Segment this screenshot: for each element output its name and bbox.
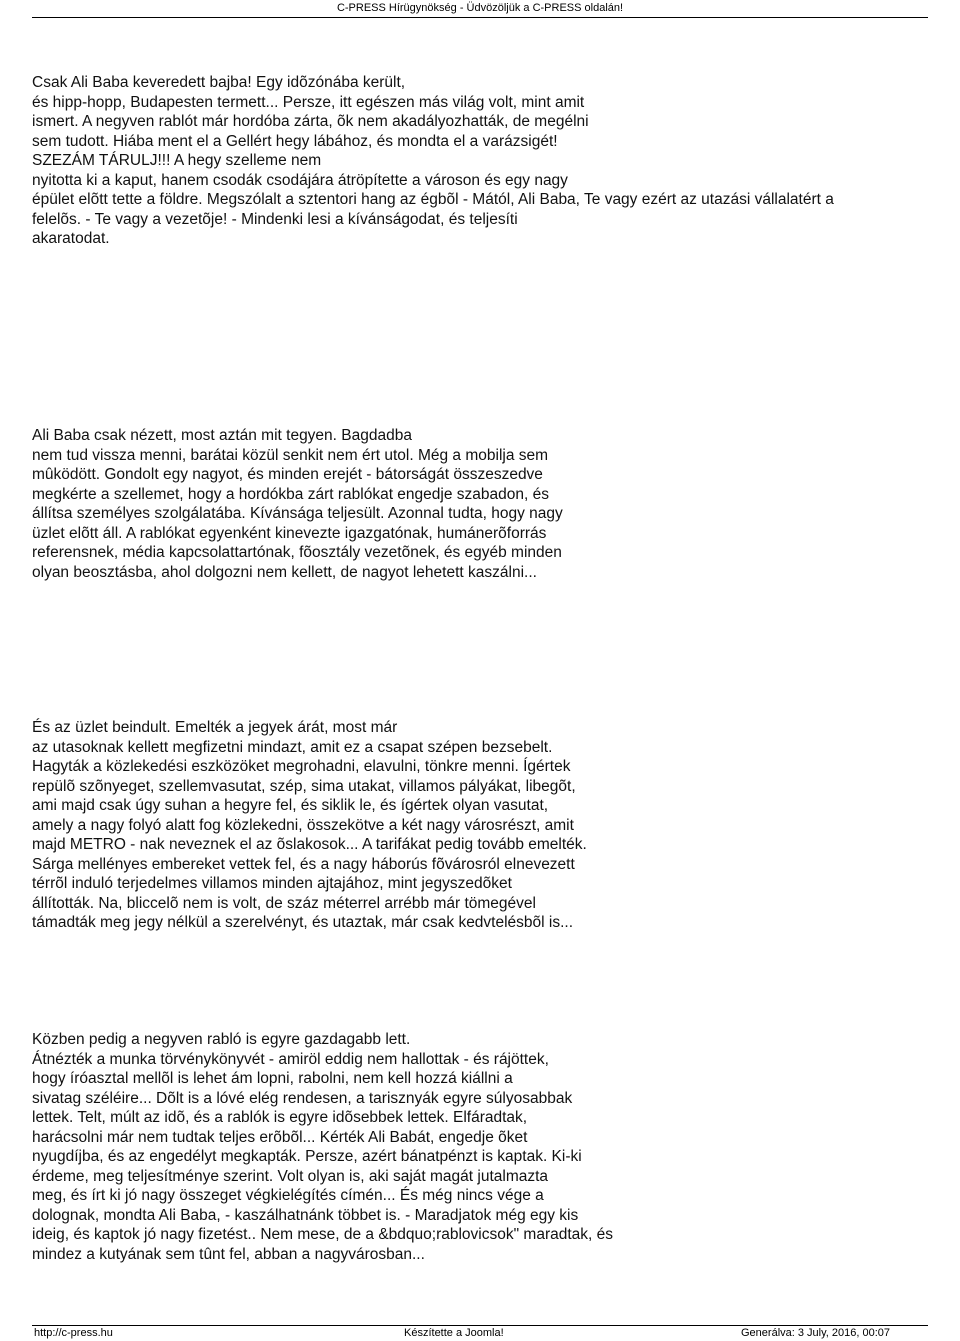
article-line: sem tudott. Hiába ment el a Gellért hegy lábához, és mondta el a varázsigét! [32,132,558,150]
article-line: nyitotta ki a kaput, hanem csodák csodájára átröpítette a városon és egy nagy [32,171,568,189]
article-line: akaratodat. [32,230,110,247]
article-line: és hipp-hopp, Budapesten termett... Persze, itt egészen más világ volt, mint amit [32,93,585,111]
article-line: referensnek, média kapcsolattartónak, fõosztály vezetõnek, és egyéb minden [32,544,562,561]
header-divider [32,17,928,18]
article-line: Közben pedig a negyven rabló is egyre gazdagabb lett. [32,1031,411,1048]
article-line: olyan beosztásba, ahol dolgozni nem kellett, de nagyot lehetett kaszálni... [32,563,537,581]
article-line: SZEZÁM TÁRULJ!!! A hegy szelleme nem [32,152,322,169]
article-line: nyugdíjba, és az engedélyt megkapták. Persze, azért bánatpénzt is kaptak. Ki-ki [32,1148,582,1165]
article-line: támadták meg jegy nélkül a szerelvényt, és utaztak, már csak kedvtelésbõl is... [32,914,574,931]
article-line: meg, és írt ki jó nagy összeget végkielégítés címén... És még nincs vége a [32,1187,544,1204]
article-paragraph-4 [32,1030,932,1264]
article-line: mindez a kutyának sem tûnt fel, abban a nagyvárosban... [32,1245,425,1263]
article-line: dolognak, mondta Ali Baba, - kaszálhatnánk többet is. - Maradjatok még egy kis [32,1206,579,1224]
article-line: repülõ szõnyeget, szellemvasutat, szép, sima utakat, villamos pályákat, libegõt, [32,777,576,795]
article-line: hogy íróasztal mellõl is lehet ám lopni, rabolni, nem kell hozzá kiállni a [32,1070,513,1087]
article-paragraph-3 [32,718,932,933]
article-line: állították. Na, bliccelõ nem is volt, de száz méterrel arrébb már tömegével [32,894,536,912]
article-line: Hagyták a közlekedési eszközöket megrohadni, elavulni, tönkre menni. Ígértek [32,758,571,775]
article-line: mûködött. Gondolt egy nagyot, és minden erejét - bátorságát összeszedve [32,466,543,483]
article-line: Csak Ali Baba keveredett bajba! Egy idõzónába került, [32,74,406,91]
article-line: Átnézték a munka törvénykönyvét - amiröl eddig nem hallottak - és rájöttek, [32,1050,549,1068]
article-line: érdeme, meg teljesítménye szerint. Volt olyan is, aki saját magát jutalmazta [32,1167,549,1185]
article-line: ideig, és kaptok jó nagy fizetést.. Nem mese, de a &bdquo;rablovicsok" maradtak, és [32,1226,614,1243]
footer-generated-date: Generálva: 3 July, 2016, 00:07 [741,1327,891,1339]
article-line: lettek. Telt, múlt az idõ, és a rablók is egyre idõsebbek lettek. Elfáradtak, [32,1109,528,1126]
article-line: sivatag széléire... Dõlt is a lóvé elég rendesen, a tarisznyák egyre súlyosabbak [32,1089,573,1107]
footer-made-with: Készítette a Joomla! [404,1327,504,1339]
article-line: harácsolni már nem tudtak teljes erõbõl... Kérték Ali Babát, engedje õket [32,1128,528,1146]
footer-divider [32,1325,928,1326]
article-line: Ali Baba csak nézett, most aztán mit tegyen. Bagdadba [32,427,412,444]
article-line: nem tud vissza menni, barátai közül senkit nem ért utol. Még a mobilja sem [32,446,549,464]
article-line: térrõl induló terjedelmes villamos minden ajtajához, mint jegyszedõket [32,875,512,892]
article-line: az utasoknak kellett megfizetni mindazt, amit ez a csapat szépen bezsebelt. [32,738,553,756]
article-line: majd METRO - nak neveznek el az õslakosok... A tarifákat pedig tovább emelték. [32,836,587,853]
article-paragraph-2 [32,426,932,582]
article-line: épület elõtt tette a földre. Megszólalt a sztentori hang az égbõl - Mától, Ali Baba, Te vagy ezért az utazási vállalatért a [32,191,834,208]
article-paragraph-1 [32,73,932,249]
article-line: ismert. A negyven rablót már hordóba zárta, õk nem akadályozhatták, de megélni [32,113,589,130]
article-line: Sárga mellényes embereket vettek fel, és a nagy háborús fõvárosról elnevezett [32,855,575,873]
footer-site-link[interactable]: http://c-press.hu [34,1327,113,1339]
article-line: És az üzlet beindult. Emelték a jegyek árát, most már [32,719,398,736]
article-line: ami majd csak úgy suhan a hegyre fel, és siklik le, és ígértek olyan vasutat, [32,797,549,814]
article-line: amely a nagy folyó alatt fog közlekedni, összekötve a két nagy városrészt, amit [32,816,574,834]
article-line: állítsa személyes szolgálatába. Kívánsága teljesült. Azonnal tudta, hogy nagy [32,505,563,522]
article-line: üzlet elõtt áll. A rablókat egyenként kinevezte igazgatónak, humánerõforrás [32,524,547,542]
article-line: megkérte a szellemet, hogy a hordókba zárt rablókat engedje szabadon, és [32,485,549,503]
page-header-title: C-PRESS Hírügynökség - Üdvözöljük a C-PRESS oldalán! [336,2,624,14]
article-line: felelõs. - Te vagy a vezetõje! - Mindenki lesi a kívánságodat, és teljesíti [32,210,518,228]
